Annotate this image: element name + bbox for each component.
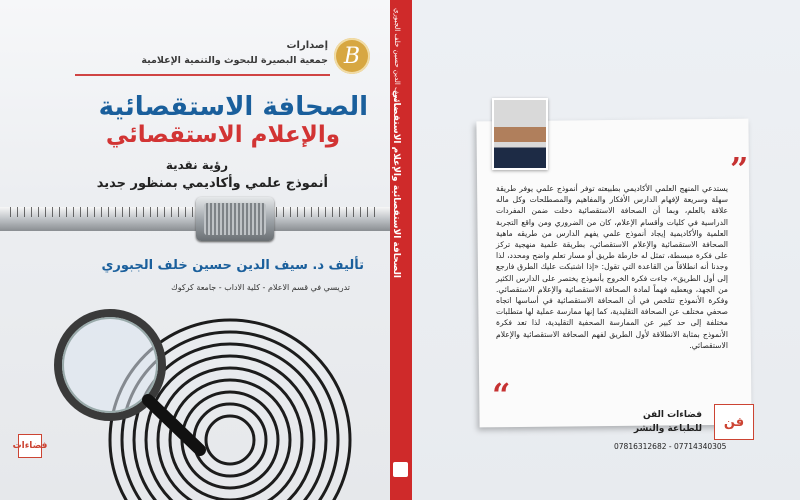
back-publisher-line1: فضاءات الفن (642, 410, 702, 420)
publisher-logo-back: فن (714, 404, 754, 440)
book-subtitle-line1: رؤية نقدية (165, 158, 228, 172)
publisher-mark-front: فضاءات (18, 434, 42, 458)
fingerprint-magnifier-illustration (30, 300, 370, 500)
caliper-ticks (10, 207, 380, 217)
caliper-illustration (0, 197, 390, 243)
spine-title: الصحافة الاستقصائية والإعلام الاستقصائي (391, 90, 401, 278)
book-subtitle-line2: أنموذج علمي وأكاديمي بمنظور جديد (96, 176, 328, 191)
author-photo (492, 98, 548, 170)
book-spine (390, 0, 412, 500)
book-title-line1: الصحافة الاستقصائية (98, 92, 368, 122)
quote-close-icon: “ (492, 376, 511, 414)
book-title-line2: والإعلام الاستقصائي (105, 122, 340, 148)
back-publisher-line2: للطباعة والنشر (633, 424, 702, 434)
divider-line (75, 74, 330, 76)
author-name: تأليف د. سيف الدين حسين خلف الجبوري (101, 258, 364, 273)
spine-author: د. سيف الدين حسين خلف الجبوري (393, 8, 401, 110)
quote-open-icon: ” (730, 150, 749, 188)
front-cover (0, 0, 390, 500)
back-blurb: يستدعي المنهج العلمي الأكاديمي بطبيعته توفر أنموذج علمي يوفر طريقة سهلة وسريعة لإفهام الدارس الأفكار والمفاهيم والمصطلحات وكل ماله علاقة بالعلم، وبما أن الصحافة الاستقصائية دخلت ضمن المفردات الدراسية في كليات وأقسام الإعلام، كان من الضروري ومن واقع التجربة العلمية والأكاديمية إيجاد أنموذج علمي يفهم الدارس من طريقه ماهية الصحافة الاستقصائية والإعلام الاستقصائي، بطريقة علمية منهجية تركز على فكرة مبسطة، تمثل له خارطة طريق أو مسار تعلم واضح ومحدد، لذا وجدنا أنه انطلاقاً من القاعدة التي تقول: «إذا اشتبكت عليك الطرق فارجع إلى أول الطريق»، جاءت فكرة الخروج بأنموذج يختصر على الدارس الكثير من الجهد، ويعطيه فهماً لمادة الصحافة الاستقصائية والإعلام الاستقصائي. وفكرة الأنموذج تتلخص في أن الصحافة الاستقصائية في أساسها اتجاه صحفي مختلف عن الصحافة التقليدية، كما إنها ممارسة عملية لها متطلبات مختلفة إلى حد كبير عن الممارسة الصحفية التقليدية، لذا تعد فكرة الأنموذج بمثابة الانطلاقة لأول الطريق لفهم الصحافة الاستقصائية والإعلام الاستقصائي. (496, 184, 728, 350)
publisher-series: إصدارات (286, 40, 328, 51)
publisher-phones: 07816312682 - 07714340305 (614, 442, 727, 451)
author-affiliation: تدريسي في قسم الاعلام - كلية الاداب - جامعة كركوك (171, 283, 350, 292)
caliper-slider (196, 197, 274, 241)
publisher-logo-badge: B (334, 38, 370, 74)
publisher-name: جمعية البصيرة للبحوث والتنمية الإعلامية (141, 55, 328, 66)
spine-logo (393, 462, 408, 477)
